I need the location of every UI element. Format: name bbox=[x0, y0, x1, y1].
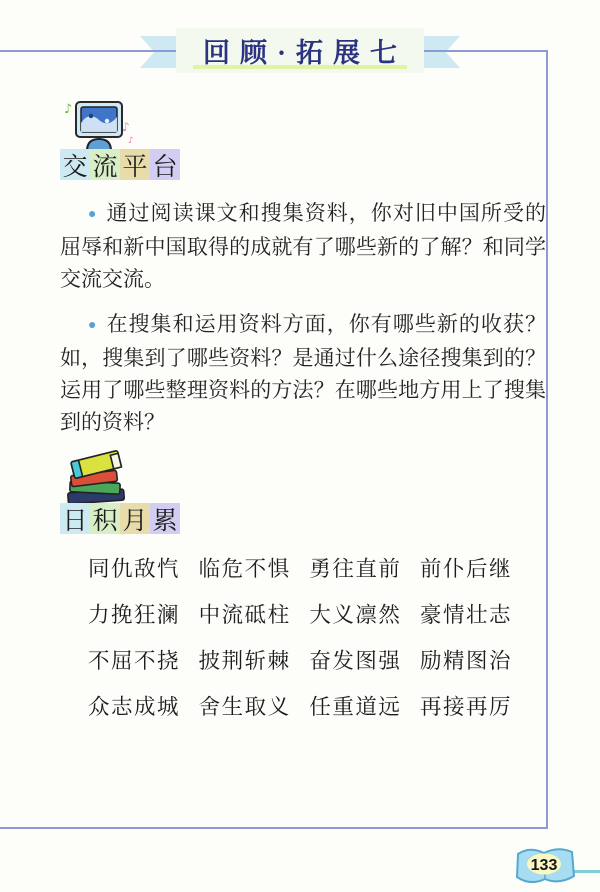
bottom-border-line bbox=[0, 827, 548, 829]
idiom-grid bbox=[88, 553, 512, 723]
idiom: 临危不惧 bbox=[198, 557, 291, 581]
label-char: 流 bbox=[90, 149, 120, 180]
label-char: 台 bbox=[150, 149, 180, 180]
label-char: 交 bbox=[60, 149, 90, 180]
label-char: 日 bbox=[60, 503, 90, 534]
section-label-exchange-platform bbox=[60, 149, 180, 180]
idiom: 励精图治 bbox=[419, 649, 512, 673]
idiom: 舍生取义 bbox=[198, 695, 291, 719]
idiom: 披荆斩棘 bbox=[198, 649, 291, 673]
idiom: 前仆后继 bbox=[419, 557, 512, 581]
idiom: 不屈不挠 bbox=[88, 649, 181, 673]
svg-text:♪: ♪ bbox=[128, 136, 134, 146]
idiom: 大义凛然 bbox=[309, 603, 402, 627]
idiom: 勇往直前 bbox=[309, 557, 402, 581]
svg-text:♪: ♪ bbox=[122, 120, 130, 134]
bullet-dot-icon: ● bbox=[88, 318, 98, 333]
idiom: 豪情壮志 bbox=[419, 603, 512, 627]
svg-text:♪: ♪ bbox=[64, 102, 73, 117]
label-char: 积 bbox=[90, 503, 120, 534]
idiom: 任重道远 bbox=[309, 695, 402, 719]
page-number-book-icon bbox=[512, 842, 580, 892]
label-char: 累 bbox=[150, 503, 180, 534]
exchange-platform-text bbox=[60, 197, 546, 438]
page-number: 133 bbox=[530, 857, 558, 874]
idiom: 力挽狂澜 bbox=[88, 603, 181, 627]
label-char: 月 bbox=[120, 503, 150, 534]
idiom: 奋发图强 bbox=[309, 649, 402, 673]
paragraph-text: 通过阅读课文和搜集资料，你对旧中国所受的屈辱和新中国取得的成就有了哪些新的了解？和同学交流交流。 bbox=[60, 201, 546, 291]
section-label-daily-accumulation bbox=[60, 503, 180, 534]
idiom: 众志成城 bbox=[88, 695, 181, 719]
right-border-line bbox=[546, 50, 548, 829]
bullet-paragraph bbox=[60, 197, 546, 295]
paragraph-text: 在搜集和运用资料方面，你有哪些新的收获？如，搜集到了哪些资料？是通过什么途径搜集到的？运用了哪些整理资料的方法？在哪些地方用上了搜集到的资料？ bbox=[60, 312, 546, 434]
label-char: 平 bbox=[120, 149, 150, 180]
bullet-dot-icon: ● bbox=[88, 207, 98, 222]
idiom: 再接再厉 bbox=[419, 695, 512, 719]
title-banner bbox=[176, 28, 424, 73]
idiom: 同仇敌忾 bbox=[88, 557, 181, 581]
page-title: 回顾·拓展七 bbox=[202, 38, 407, 68]
idiom: 中流砥柱 bbox=[198, 603, 291, 627]
bullet-paragraph bbox=[60, 308, 546, 438]
ribbon-tail-right bbox=[418, 36, 460, 68]
